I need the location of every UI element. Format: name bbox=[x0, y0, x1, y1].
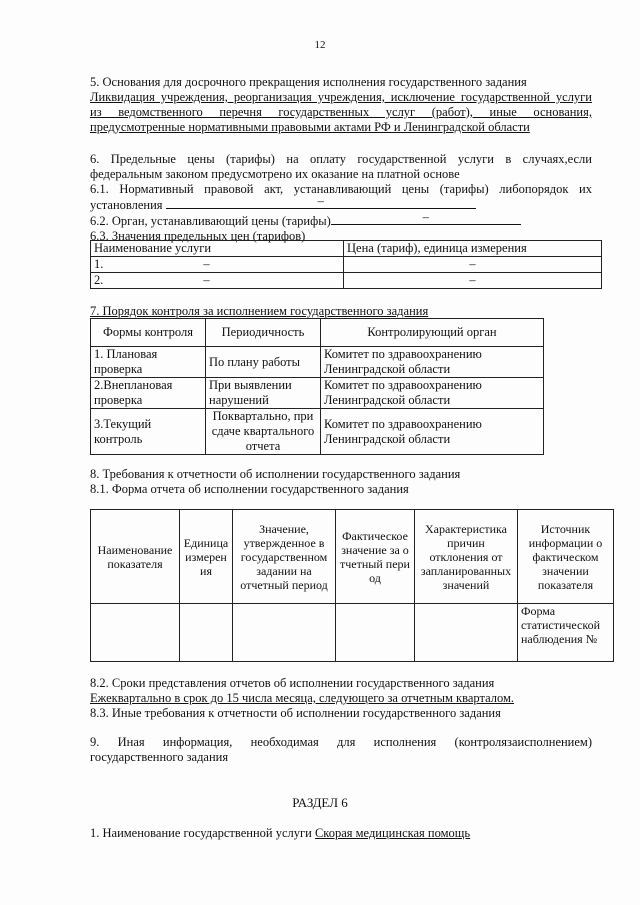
table-row bbox=[91, 378, 544, 409]
price-table bbox=[90, 240, 602, 289]
section-8-2-value: Ежеквартально в срок до 15 числа месяца, следующего за отчетным кварталом. bbox=[90, 691, 515, 705]
section-5-line-2: из ведомственного перечня государственных услуг (работ), иные основания, bbox=[90, 105, 592, 119]
report-header-actual: Фактическое значение за отчетный период bbox=[336, 510, 415, 604]
control-header-form: Формы контроля bbox=[91, 319, 206, 347]
report-header-unit: Единица измерения bbox=[180, 510, 233, 604]
report-cell bbox=[180, 604, 233, 662]
report-header-source: Источник информации о фактическом значении показателя bbox=[518, 510, 614, 604]
report-cell-source: Форма статистической наблюдения № bbox=[518, 604, 614, 662]
section-8-2 bbox=[90, 676, 592, 721]
price-table-cell: 2. – bbox=[91, 273, 344, 289]
section-6-1-line-1: 6.1. Нормативный правовой акт, устанавливающий цены (тарифы) либопорядок их bbox=[90, 182, 592, 196]
report-header-indicator: Наименование показателя bbox=[91, 510, 180, 604]
section-8-2-title: 8.2. Сроки представления отчетов об исполнении государственного задания bbox=[90, 676, 495, 690]
control-cell: При выявлении нарушений bbox=[206, 378, 321, 409]
section-5-line-3: предусмотренные нормативными правовыми актами РФ и Ленинградской области bbox=[90, 120, 530, 134]
report-cell bbox=[415, 604, 518, 662]
section-6-1-value: – bbox=[317, 194, 324, 208]
control-cell: 2.Внеплановая проверка bbox=[91, 378, 206, 409]
price-table-cell: – bbox=[344, 273, 602, 289]
section-5-title: 5. Основания для досрочного прекращения исполнения государственного задания bbox=[90, 75, 527, 89]
section-6-2-value: – bbox=[422, 210, 429, 224]
control-cell: Поквартально, при сдаче квартального отчета bbox=[206, 409, 321, 455]
report-cell bbox=[336, 604, 415, 662]
report-cell bbox=[233, 604, 336, 662]
report-header-deviation: Характеристика причин отклонения от запланированных значений bbox=[415, 510, 518, 604]
price-table-cell: 1. – bbox=[91, 257, 344, 273]
control-cell: 1. Плановая проверка bbox=[91, 347, 206, 378]
section-6-item-1 bbox=[90, 826, 592, 841]
control-cell: Комитет по здравоохранению Ленинградской области bbox=[321, 347, 544, 378]
price-table-cell: – bbox=[344, 257, 602, 273]
page-number: 12 bbox=[314, 39, 326, 51]
report-table bbox=[90, 509, 614, 662]
report-cell bbox=[91, 604, 180, 662]
section-6-2-label: 6.2. Орган, устанавливающий цены (тарифы) bbox=[90, 214, 331, 228]
price-table-header-price: Цена (тариф), единица измерения bbox=[344, 241, 602, 257]
section-5 bbox=[90, 75, 592, 135]
section-7-title bbox=[90, 304, 592, 319]
section-9-line-1: 9. Иная информация, необходимая для исполнения (контролязаисполнением) bbox=[90, 735, 592, 749]
table-row bbox=[91, 273, 602, 289]
section-6-2-blank bbox=[331, 210, 521, 225]
section-8-3-title: 8.3. Иные требования к отчетности об исполнении государственного задания bbox=[90, 706, 501, 720]
section-6-line-1: 6. Предельные цены (тарифы) на оплату государственной услуги в случаях,если bbox=[90, 152, 592, 166]
section-5-line-1: Ликвидация учреждения, реорганизация учреждения, исключение государственной услуги bbox=[90, 90, 592, 104]
section-8-1-title: 8.1. Форма отчета об исполнении государственного задания bbox=[90, 482, 409, 496]
table-row bbox=[91, 604, 614, 662]
section-6-2-line bbox=[90, 210, 592, 229]
control-cell: Комитет по здравоохранению Ленинградской области bbox=[321, 378, 544, 409]
table-row bbox=[91, 347, 544, 378]
control-header-body: Контролирующий орган bbox=[321, 319, 544, 347]
control-cell: 3.Текущий контроль bbox=[91, 409, 206, 455]
service-name-value: Скорая медицинская помощь bbox=[314, 826, 471, 840]
section-6-3-label: 6.3. Значения предельных цен (тарифов) bbox=[90, 229, 306, 243]
control-cell: Комитет по здравоохранению Ленинградской области bbox=[321, 409, 544, 455]
section-9-line-2: государственного задания bbox=[90, 750, 229, 764]
section-9 bbox=[90, 735, 592, 765]
section-7-title-text: 7. Порядок контроля за исполнением государственного задания bbox=[90, 304, 429, 318]
report-header-planned: Значение, утвержденное в государственном задании на отчетный период bbox=[233, 510, 336, 604]
control-cell: По плану работы bbox=[206, 347, 321, 378]
section-6-1-label: установления bbox=[90, 198, 163, 212]
section-6-1-blank bbox=[166, 194, 476, 209]
section-8 bbox=[90, 467, 592, 497]
section-6 bbox=[90, 152, 592, 244]
section-title: РАЗДЕЛ 6 bbox=[292, 795, 348, 810]
price-table-header-service: Наименование услуги bbox=[91, 241, 344, 257]
service-name-label: 1. Наименование государственной услуги bbox=[90, 826, 312, 840]
table-row bbox=[91, 257, 602, 273]
section-6-line-2: федеральным законом предусмотрено их оказание на платной основе bbox=[90, 167, 460, 181]
table-row bbox=[91, 409, 544, 455]
control-table bbox=[90, 318, 544, 455]
section-8-title: 8. Требования к отчетности об исполнении государственного задания bbox=[90, 467, 461, 481]
control-header-period: Периодичность bbox=[206, 319, 321, 347]
